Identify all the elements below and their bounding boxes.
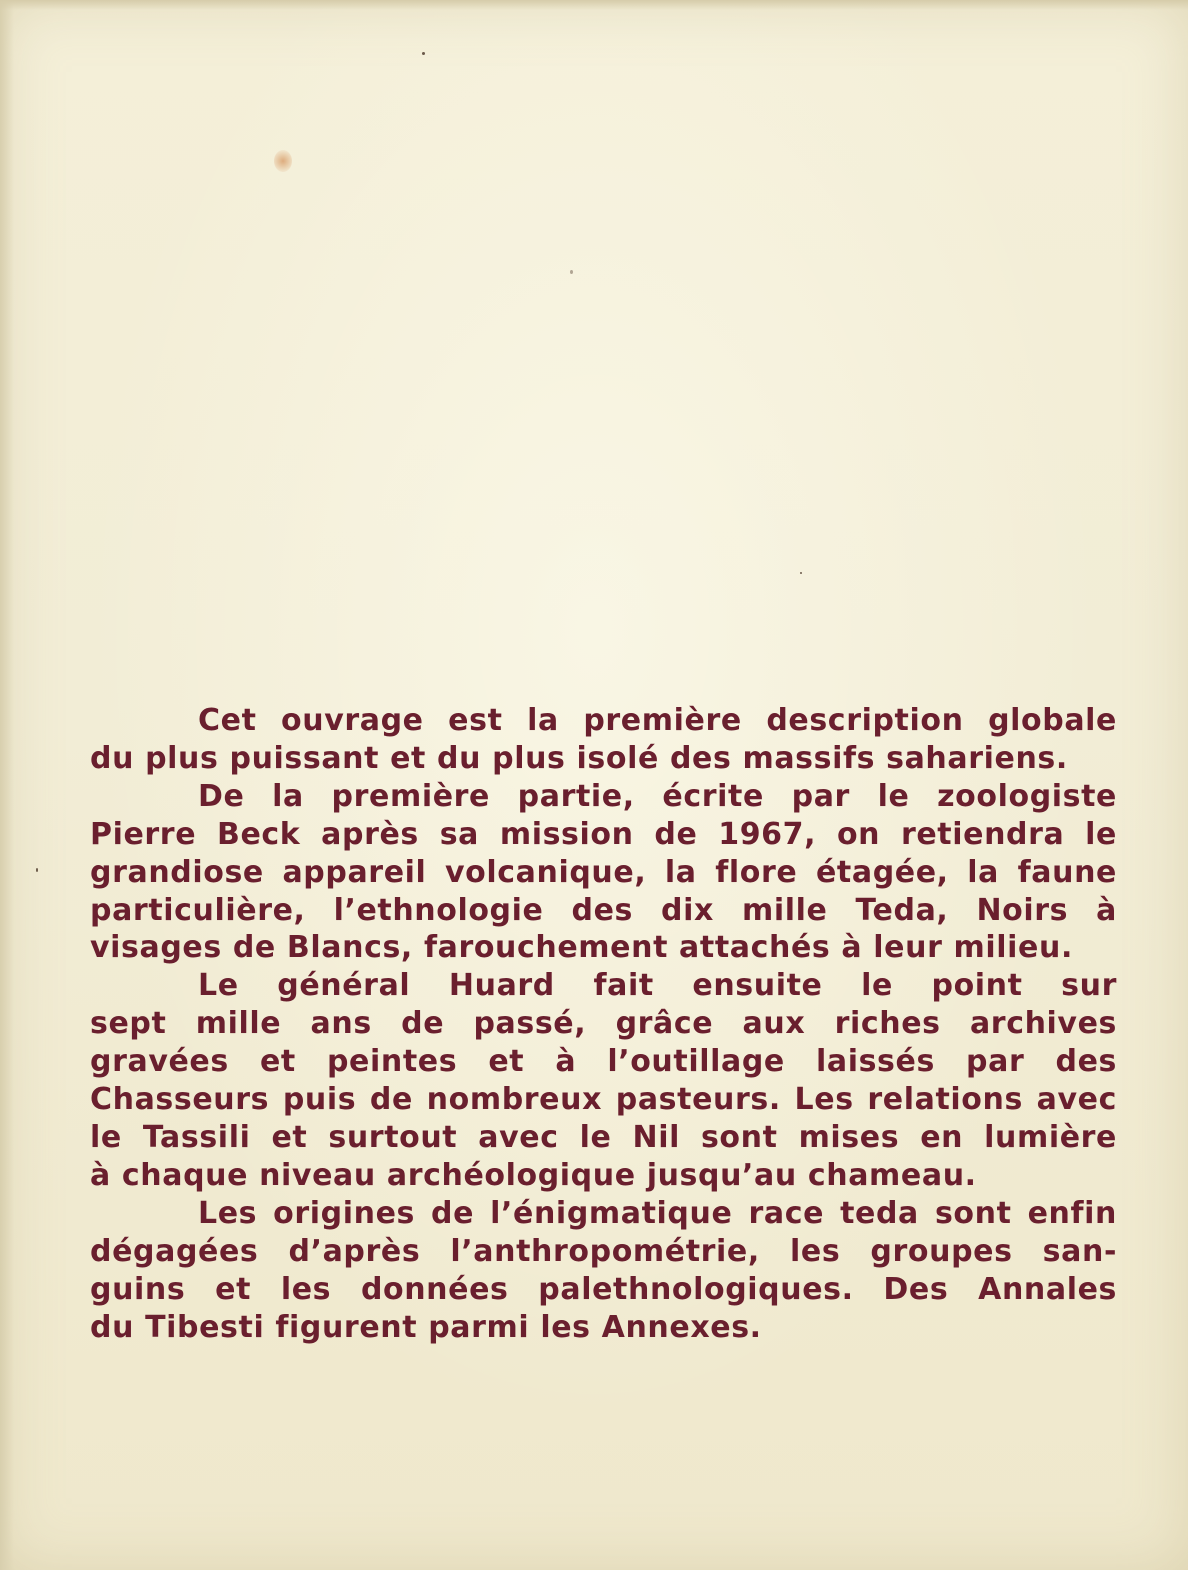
paper-stain bbox=[274, 150, 292, 172]
blurb-line: Cet ouvrage est la première description globale bbox=[198, 703, 1117, 738]
blurb-line: Le général Huard fait ensuite le point sur bbox=[198, 968, 1117, 1004]
blurb-line: guins et les données palethnologiques. Des Annales bbox=[90, 1271, 1117, 1307]
blurb-line: visages de Blancs, farouchement attachés à leur milieu. bbox=[90, 930, 1073, 966]
blurb-line: dégagées d’après l’anthropométrie, les groupes san- bbox=[90, 1233, 1117, 1269]
paper-speck bbox=[800, 572, 802, 574]
blurb-line: du plus puissant et du plus isolé des massifs sahariens. bbox=[90, 740, 1068, 776]
blurb-line: à chaque niveau archéologique jusqu’au chameau. bbox=[90, 1157, 977, 1193]
paper-speck bbox=[36, 868, 38, 872]
paper-speck bbox=[570, 270, 573, 274]
blurb-line: le Tassili et surtout avec le Nil sont mises en lumière bbox=[90, 1119, 1117, 1155]
blurb-line: grandiose appareil volcanique, la flore étagée, la faune bbox=[90, 854, 1117, 890]
blurb-line: Les origines de l’énigmatique race teda sont enfin bbox=[198, 1195, 1117, 1231]
paper-speck bbox=[422, 52, 425, 55]
blurb-line: du Tibesti figurent parmi les Annexes. bbox=[90, 1309, 762, 1345]
blurb-line: De la première partie, écrite par le zoologiste bbox=[198, 778, 1117, 814]
blurb-line: particulière, l’ethnologie des dix mille Teda, Noirs à bbox=[90, 892, 1117, 928]
blurb-line: gravées et peintes et à l’outillage laissés par des bbox=[90, 1044, 1117, 1080]
blurb-text bbox=[90, 702, 1117, 1346]
paper-edge-shadow bbox=[0, 0, 14, 1570]
blurb-line: Pierre Beck après sa mission de 1967, on retiendra le bbox=[90, 816, 1117, 852]
blurb-line: Chasseurs puis de nombreux pasteurs. Les relations avec bbox=[90, 1082, 1117, 1118]
paper-top-shadow bbox=[0, 0, 1188, 10]
blurb-line: sept mille ans de passé, grâce aux riches archives bbox=[90, 1006, 1117, 1042]
